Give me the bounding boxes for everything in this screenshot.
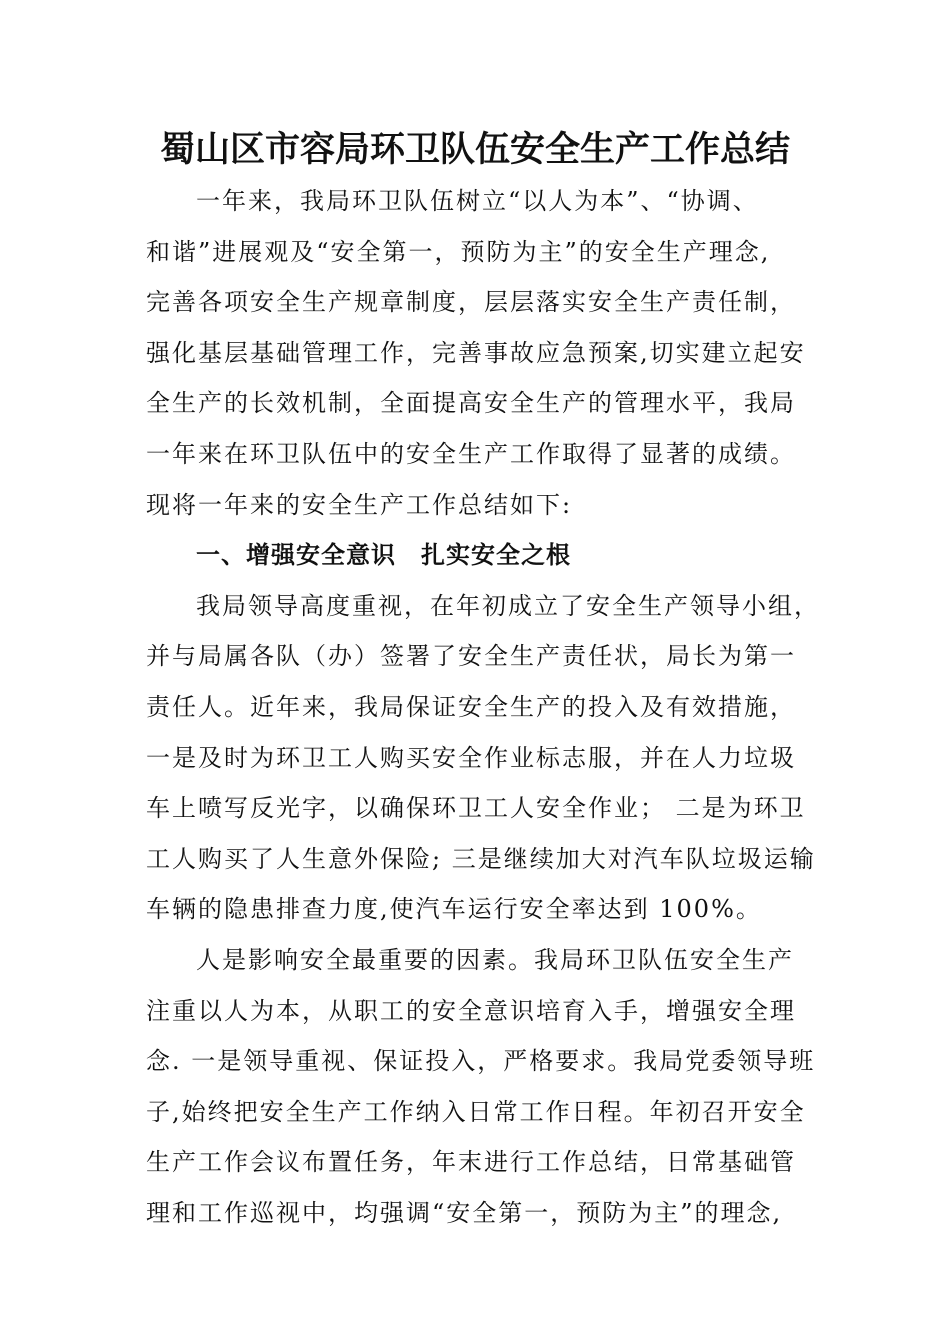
document-body — [146, 176, 820, 1238]
paragraph-line: 理和工作巡视中，均强调“安全第一，预防为主”的理念, — [146, 1198, 783, 1227]
paragraph-line: 工人购买了人生意外保险; 三是继续加大对汽车队垃圾运输 — [146, 844, 816, 873]
paragraph-line: 一年来，我局环卫队伍树立“以人为本”、“协调、 — [196, 187, 759, 215]
paragraph-line: 我局领导高度重视，在年初成立了安全生产领导小组， — [196, 591, 820, 620]
paragraph-line: 现将一年来的安全生产工作总结如下: — [146, 490, 573, 519]
paragraph-line: 责任人。近年来，我局保证安全生产的投入及有效措施， — [146, 692, 796, 721]
paragraph-line: 一是及时为环卫工人购买安全作业标志服，并在人力垃圾 — [146, 743, 796, 772]
paragraph-line: 全生产的长效机制，全面提高安全生产的管理水平，我局 — [146, 389, 796, 418]
paragraph-line: 强化基层基础管理工作，完善事故应急预案,切实建立起安 — [146, 338, 806, 367]
paragraph-line: 和谐”进展观及“安全第一，预防为主”的安全生产理念, — [146, 237, 771, 266]
paragraph-line: 生产工作会议布置任务，年末进行工作总结，日常基础管 — [146, 1148, 796, 1177]
paragraph-line: 人是影响安全最重要的因素。我局环卫队伍安全生产 — [196, 945, 794, 974]
paragraph-line: 车上喷写反光字，以确保环卫工人安全作业； 二是为环卫 — [146, 794, 806, 823]
paragraph-line: 注重以人为本，从职工的安全意识培育入手，增强安全理 — [146, 996, 796, 1025]
paragraph-line: 并与局属各队（办）签署了安全生产责任状，局长为第一 — [146, 642, 796, 671]
paragraph-line: 念. 一是领导重视、保证投入，严格要求。我局党委领导班 — [146, 1047, 816, 1076]
document-title: 蜀山区市容局环卫队伍安全生产工作总结 — [159, 130, 790, 170]
paragraph-line: 车辆的隐患排查力度,使汽车运行安全率达到 100%。 — [146, 895, 762, 924]
paragraph-line: 子,始终把安全生产工作纳入日常工作日程。年初召开安全 — [146, 1097, 806, 1126]
paragraph-line: 一年来在环卫队伍中的安全生产工作取得了显著的成绩。 — [146, 439, 796, 468]
paragraph-line: 完善各项安全生产规章制度，层层落实安全生产责任制， — [146, 288, 796, 317]
section-heading: 一、增强安全意识 扎实安全之根 — [196, 541, 571, 570]
